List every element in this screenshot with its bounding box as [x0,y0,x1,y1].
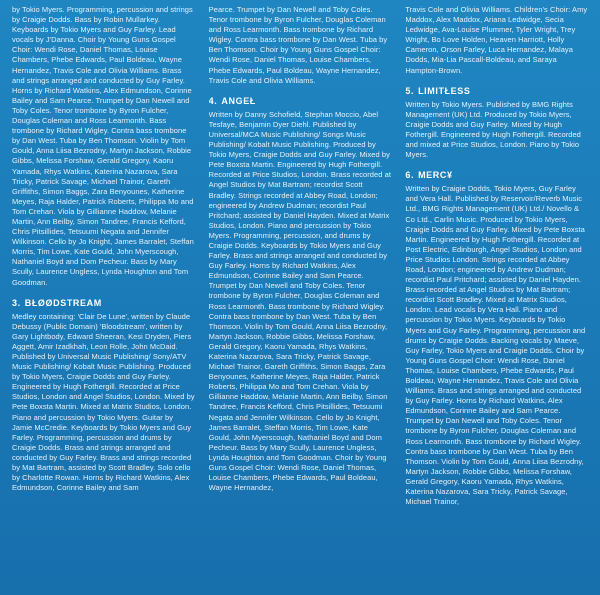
track-number: 6. [405,170,415,181]
track-number: 3. [12,297,21,308]
track-number: 4. [208,95,218,106]
credits-paragraph: Written by Danny Schofield, Stephan Moccio, Abel Tesfaye, Benjamin Dyer Diehl. Published by Universal/MCA Music Publishing/ Songs Music Publishing/ Kobalt Music Publishing. Produced by Tokio Myers, Craigie Dodds and Guy Farley. Mixed by Pete Boxsta Martin. Engineered by Hugh Fothergill. Recorded at Price Studios, London. Brass recorded at Angel Studios by Mat Bartram; recordist Scott Bradley. Strings recorded at Abbey Road, London; engineered by Andrew Dudman; recordist Paul Pritchard; assisted by Daniel Hayden. Mixed at Matrix Studios, London. Piano and percussion by Tokio Myers. Programming, percussion, and drums by Craigie Dodds. Keyboards by Tokio Myers and Guy Farley. Brass and strings arranged and conducted by Guy Farley. Horns by Richard Watkins, Alex Edmundson, Corinne Bailey and Sam Pearce. Trumpet by Dan Newell and Toby Coles. Tenor trombone by Byron Fulcher, Douglas Coleman and Ross Learmonth. Bass trombone by Richard Wigley. Contra bass trombone by Dan West. Tuba by Ben Thomson. Violin by Tom Gould, Anna Liisa Bezrodny, Martyn Jackson, Robbie Gibbs, Melissa Forshaw, Gerald Gregory, Kaoru Yamada, Rhys Watkins, Katerina Nazarova, Sara Tricky, Patrick Savage, Michael Trainor, Gareth Griffiths, Simon Baggs, Zara Benyounes, Katherine Meyes, Raja Halder, Patrick Roberts, Philippa Mo and Tom Crehan. Viola by Gillianne Haddow, Melanie Martin, Ann Beilby, Simon Tandree, Francis Kefford, Chris Pitsillides, Tetsuumi Negata and Jennifer Wilkinson. Cello by Jo Knight, James Barralet, Steffan Morris, Tim Lowe, Kate Gould, John Myerscough, Nathaniel Boyd and Dom Pecheur. Bass by Mary Scully, Laurence Ungless, Lynda Houghton and Tom Goodman. Choir by Young Guns Gospel Choir: Wendi Rose, Daniel Thomas, Louise Chambers, Phebe Edwards, Paul Boldeau, Wayne Hernandez, [208,109,391,493]
track-title: ANGEŁ [221,95,256,106]
track-heading-bloodstream [12,298,195,308]
credits-paragraph: Written by Craigie Dodds, Tokio Myers, Guy Farley and Vera Hall. Published by Reservoir/Reverb Music Ltd., BMG Rights Management (UK) Ltd./ Novello & Co Ltd., Carlin Music. Produced by Tokio Myers, Craigie Dodds and Guy Farley. Mixed by Pete Boxsta Martin. Engineered by Hugh Fothergill. Recorded at Post Electric, Edinburgh, Angel Studios, London and Price Studios London. Strings recorded at Abbey Road, London; engineered by Andrew Dudman; recordist Paul Pritchard; assisted by Daniel Hayden. Brass recorded at Angel Studios by Mat Bartram; recordist Scott Bradley. Mixed at Matrix Studios, London. Lead vocals by Vera Hall. Piano and percussion by Tokio Myers. Keyboards by Tokio Myers and Guy Farley. Programming, percussion and drums by Craigie Dodds. Backing vocals by Maeve, Guy Farley, Tokio Myers and Craigie Dodds. Choir by Young Guns Gospel Choir: Wendi Rose, Daniel Thomas, Louise Chambers, Phebe Edwards, Paul Boldeau, Wayne Hernandez, Travis Cole and Olivia Williams. Brass and strings arranged and conducted by Guy Farley. Horns by Richard Watkins, Alex Edmundson, Corinne Bailey and Sam Pearce. Trumpet by Dan Newell and Toby Coles. Tenor trombone by Byron Fulcher, Douglas Coleman and Ross Learmonth. Bass trombone by Richard Wigley. Contra bass trombone by Dan West. Tuba by Ben Thomson. Violin by Tom Gould, Anna Liisa Bezrodny, Martyn Jackson, Robbie Gibbs, Melissa Forshaw, Gerald Gregory, Kaoru Yamada, Rhys Watkins, Katerina Nazarova, Sara Tricky, Patrick Savage, Michael Trainor, [405,184,586,507]
track-title: LIMITŁESS [418,85,471,96]
track-heading-angel [209,96,392,106]
track-title: BŁØØDSTREAM [24,297,102,308]
credits-paragraph: Written by Tokio Myers. Published by BMG Rights Management (UK) Ltd. Produced by Tokio Myers, Craigie Dodds and Guy Farley. Mixed by Hugh Fothergill. Engineered by Hugh Fothergill. Recorded and mixed at Price Studios, London. Piano by Tokio Myers. [405,99,581,160]
track-title: MERC¥ [418,170,453,181]
column-2 [209,5,392,591]
credits-paragraph: by Tokio Myers. Programming, percussion and strings by Craigie Dodds. Bass by Robin Mullarkey. Keyboards by Tokio Myers and Guy Farley. Lead vocals by J'Danna. Choir by Young Guns Gospel Choir: Wendi Rose, Daniel Thomas, Louise Chambers, Phebe Edwards, Paul Boldeau, Wayne Hernandez, Travis Cole and Olivia Williams. Brass and strings arranged and conducted by Guy Farley. Horns by Richard Watkins, Alex Edmundson, Corinne Bailey and Sam Pearce. Trumpet by Dan Newell and Toby Coles. Tenor trombone by Byron Fulcher, Douglas Coleman and Ross Learmonth. Bass trombone by Richard Wigley. Contra bass trombone by Dan West. Tuba by Ben Thomson. Violin by Tom Gould, Anna Liisa Bezrodny, Martyn Jackson, Robbie Gibbs, Melissa Forshaw, Gerald Gregory, Kaoru Yamada, Rhys Watkins, Katerina Nazarova, Sara Tricky, Patrick Savage, Michael Trainor, Gareth Griffiths, Simon Baggs, Zara Benyounes, Katherine Meyes, Raja Halder, Patrick Roberts, Philippa Mo and Tom Crehan. Viola by Gillianne Haddow, Melanie Martin, Ann Beilby, Simon Tandree, Francis Kefford, Chris Pitsillides, Tetsuumi Negata and Jennifer Wilkinson. Cello by Jo Knight, James Barralet, Steffan Morris, Tim Lowe, Kate Gould, John Myerscough, Nathaniel Boyd and Dom Pecheur. Bass by Mary Scully, Laurence Ungless, Lynda Houghton and Tom Goodman. [12,5,194,287]
credits-paragraph: Travis Cole and Olivia Williams. Children's Choir: Amy Maddox, Alex Maddox, Ariana Ledwidge, Secia Ledwidge, Ava-Louise Plummer, Tyler Wright, Trey Wright, Bo Love Holden, Heaven Harriott, Holly Cameron, Orson Farley, Luca Hernandez, Malaya Dodds, Mia-Lia Pascall-Boldeau, and Saraya Hampton-Brown. [405,5,588,75]
track-number: 5. [405,85,415,96]
track-heading-limitless [405,86,588,96]
column-3 [405,5,588,591]
credits-paragraph: Medley containing: 'Clair De Lune', written by Claude Debussy (Public Domain) 'Bloodstream', written by Gary Lightbody, Edward Sheeran, Kesi Dryden, Piers Aggett, Amir Izadkhah, Leon Rolle, John McDaid. Published by Universal Music Publishing/ Sony/ATV Music Publishing/ Kobalt Music Publishing. Produced by Tokio Myers, Craigie Dodds and Guy Farley. Engineered by Hugh Fothergill. Recorded at Price Studios, London and Angel Studios, London. Mixed by Pete Boxsta Martin. Mixed at Matrix Studios, London. Piano and percussion by Tokio Myers. Guitar by Jamie McCredie. Keyboards by Tokio Myers and Guy Farley. Programming, percussion and drums by Craigie Dodds. Brass and strings arranged and conducted by Guy Farley. Brass and strings recorded by Mat Bartram, assisted by Scott Bradley. Solo cello by Charlotte Rowan. Horns by Richard Watkins, Alex Edmundson, Corinne Bailey and Sam [12,311,195,493]
credits-paragraph: Pearce. Trumpet by Dan Newell and Toby Coles. Tenor trombone by Byron Fulcher, Douglas Coleman and Ross Learmonth. Bass trombone by Richard Wigley. Contra bass trombone by Dan West. Tuba by Ben Thomson. Choir by Young Guns Gospel Choir: Wendi Rose, Daniel Thomas, Louise Chambers, Phebe Edwards, Paul Boldeau, Wayne Hernandez, Travis Cole and Olivia Williams. [208,5,388,85]
track-heading-mercy [405,170,588,180]
column-1 [12,5,195,591]
